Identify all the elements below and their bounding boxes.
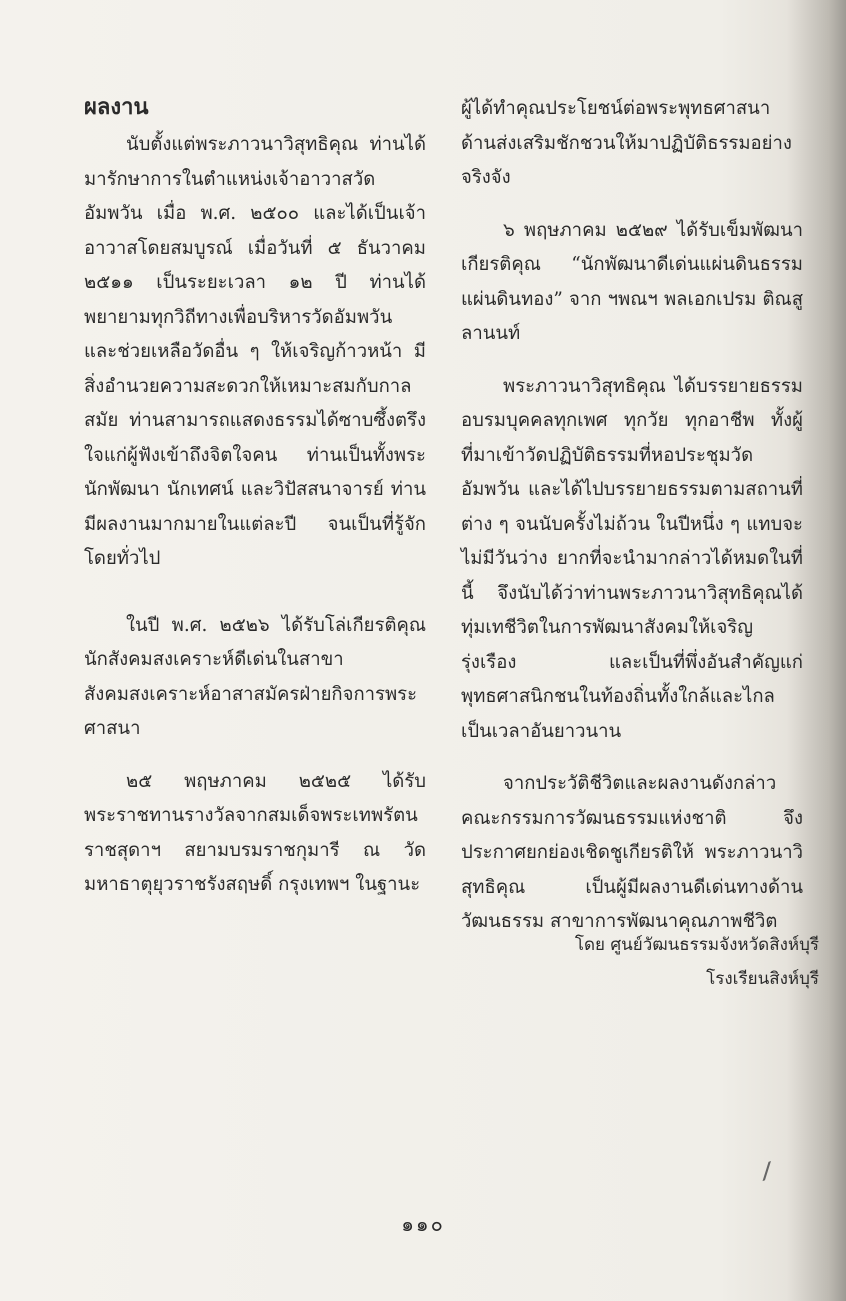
paragraph-intro: นับตั้งแต่พระภาวนาวิสุทธิคุณ ท่านได้มารักษาการในตำแหน่งเจ้าอาวาสวัดอัมพวัน เมื่อ พ.ศ. ๒๕๐๐ และได้เป็นเจ้าอาวาสโดยสมบูรณ์ เมื่อวันที่ ๕ ธันวาคม ๒๕๑๑ เป็นระยะเวลา ๑๒ ปี ท่านได้พยายามทุกวิถีทางเพื่อบริหารวัดอัมพวัน และช่วยเหลือวัดอื่น ๆ ให้เจริญก้าวหน้า มีสิ่งอำนวยความสะดวกให้เหมาะสมกับกาลสมัย ท่านสามารถแสดงธรรมได้ซาบซึ้งตรึงใจแก่ผู้ฟังเข้าถึงจิตใจคน ท่านเป็นทั้งพระนักพัฒนา นักเทศน์ และวิปัสสนาจารย์ ท่านมีผลงานมากมายในแต่ละปี จนเป็นที่รู้จักโดยทั่วไป: [84, 134, 426, 569]
paragraph-teaching: พระภาวนาวิสุทธิคุณ ได้บรรยายธรรมอบรมบุคคลทุกเพศ ทุกวัย ทุกอาชีพ ทั้งผู้ที่มาเข้าวัดปฏิบัติธรรมที่หอประชุมวัดอัมพวัน และได้ไปบรรยายธรรมตามสถานที่ต่าง ๆ จนนับครั้งไม่ถ้วน ในปีหนึ่ง ๆ แทบจะไม่มีวันว่าง ยากที่จะนำมากล่าวได้หมดในที่นี้ จึงนับได้ว่าท่านพระภาวนาวิสุทธิคุณได้ทุ่มเทชีวิตในการพัฒนาสังคมให้เจริญรุ่งเรือง และเป็นที่พึ่งอันสำคัญแก่พุทธศาสนิกชนในท้องถิ่นทั้งใกล้และไกล เป็นเวลาอันยาวนาน: [461, 375, 803, 742]
right-column: [461, 92, 803, 958]
paragraph-award-2526: ในปี พ.ศ. ๒๕๒๖ ได้รับโล่เกียรติคุณนักสังคมสงเคราะห์ดีเด่นในสาขาสังคมสงเคราะห์อาสาสมัครฝ่ายกิจการพระศาสนา: [84, 614, 426, 739]
handwritten-mark: ⳇ: [753, 1151, 776, 1189]
left-column: [84, 92, 426, 921]
paragraph-award-2529: ๖ พฤษภาคม ๒๕๒๙ ได้รับเข็มพัฒนาเกียรติคุณ “นักพัฒนาดีเด่นแผ่นดินธรรมแผ่นดินทอง” จาก ฯพณฯ พลเอกเปรม ติณสูลานนท์: [461, 219, 803, 344]
paragraph-award-2525: ๒๕ พฤษภาคม ๒๕๒๕ ได้รับพระราชทานรางวัลจากสมเด็จพระเทพรัตนราชสุดาฯ สยามบรมราชกุมารี ณ วัดมหาธาตุยุวราชรังสฤษดิ์ กรุงเทพฯ ในฐานะ: [84, 770, 426, 895]
signature-block: [461, 928, 819, 996]
signature-line-2: โรงเรียนสิงห์บุรี: [706, 969, 819, 989]
page-number: ๑๑๐: [401, 1212, 445, 1236]
section-heading: ผลงาน: [84, 94, 149, 120]
paragraph-continuation: ผู้ได้ทำคุณประโยชน์ต่อพระพุทธศาสนา ด้านส่งเสริมชักชวนให้มาปฏิบัติธรรมอย่างจริงจัง: [461, 98, 792, 188]
signature-line-1: โดย ศูนย์วัฒนธรรมจังหวัดสิงห์บุรี: [574, 935, 819, 955]
paragraph-conclusion: จากประวัติชีวิตและผลงานดังกล่าว คณะกรรมการวัฒนธรรมแห่งชาติ จึงประกาศยกย่องเชิดชูเกียรติให้ พระภาวนาวิสุทธิคุณ เป็นผู้มีผลงานดีเด่นทางด้านวัฒนธรรม สาขาการพัฒนาคุณภาพชีวิต: [461, 773, 803, 932]
